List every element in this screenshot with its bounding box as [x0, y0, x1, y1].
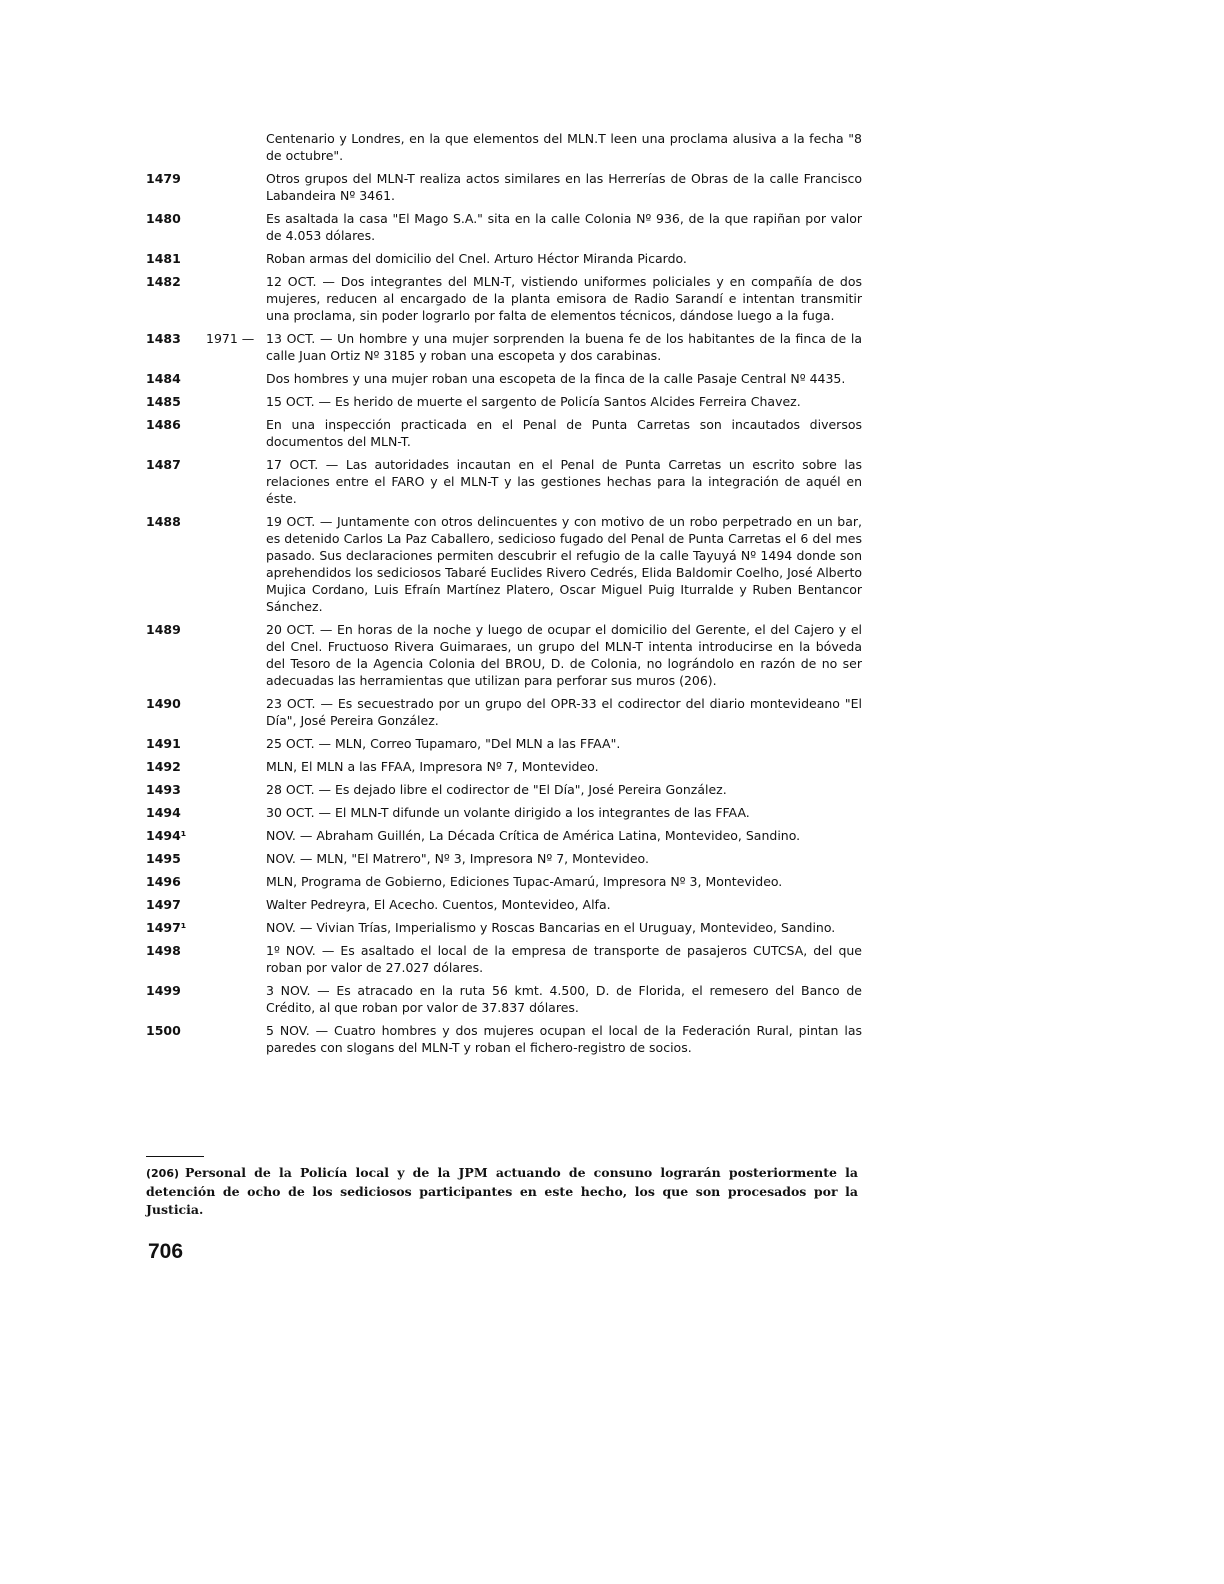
chronology-entry	[146, 758, 862, 775]
entry-number: 1488	[146, 514, 181, 529]
entry-text: En una inspección practicada en el Penal de Punta Carretas son incautados diversos documentos del MLN-T.	[266, 417, 862, 449]
entry-year: 1971 —	[206, 331, 255, 346]
chronology-entry	[146, 1022, 862, 1056]
footnote	[146, 1164, 858, 1219]
entry-number: 1486	[146, 417, 181, 432]
entry-text: 12 OCT. — Dos integrantes del MLN-T, vistiendo uniformes policiales y en compañía de dos mujeres, reducen al encargado de la planta emisora de Radio Sarandí e intentan transmitir una proclama, sin poder lograrlo por falta de elementos técnicos, dándose luego a la fuga.	[266, 274, 862, 323]
chronology-entry	[146, 896, 862, 913]
entry-text: Dos hombres y una mujer roban una escopeta de la finca de la calle Pasaje Central Nº 4435.	[266, 371, 846, 386]
entry-text: 3 NOV. — Es atracado en la ruta 56 kmt. 4.500, D. de Florida, el remesero del Banco de Crédito, al que roban por valor de 37.837 dólares.	[266, 983, 862, 1015]
entry-text: 19 OCT. — Juntamente con otros delincuentes y con motivo de un robo perpetrado en un bar, es detenido Carlos La Paz Caballero, sedicioso fugado del Penal de Punta Carretas el 6 del mes pasado. Sus declaraciones permiten descubrir el refugio de la calle Tayuyá Nº 1494 donde son aprehendidos los sediciosos Tabaré Euclides Rivero Cedrés, Elida Baldomir Coelho, José Alberto Mujica Cordano, Luis Efraín Martínez Platero, Oscar Miguel Puig Iturralde y Ruben Bentancor Sánchez.	[266, 514, 862, 614]
entry-number: 1495	[146, 851, 181, 866]
entry-number: 1480	[146, 211, 181, 226]
chronology-entry	[146, 513, 862, 615]
entry-text: 30 OCT. — El MLN-T difunde un volante dirigido a los integrantes de las FFAA.	[266, 805, 750, 820]
chronology-entry	[146, 919, 862, 936]
chronology-entry	[146, 250, 862, 267]
entry-text: 25 OCT. — MLN, Correo Tupamaro, "Del MLN a las FFAA".	[266, 736, 621, 751]
entry-text: MLN, El MLN a las FFAA, Impresora Nº 7, Montevideo.	[266, 759, 599, 774]
footnote-rule	[146, 1156, 204, 1157]
chronology-entry	[146, 850, 862, 867]
chronology-entry	[146, 621, 862, 689]
entry-text: 13 OCT. — Un hombre y una mujer sorprenden la buena fe de los habitantes de la finca de la calle Juan Ortiz Nº 3185 y roban una escopeta y dos carabinas.	[266, 331, 862, 363]
entry-number: 1493	[146, 782, 181, 797]
chronology-entry	[146, 273, 862, 324]
chronology-entry	[146, 370, 862, 387]
chronology-entry	[146, 781, 862, 798]
entry-number: 1482	[146, 274, 181, 289]
entry-number: 1483	[146, 331, 181, 346]
entry-number: 1490	[146, 696, 181, 711]
entry-text: NOV. — MLN, "El Matrero", Nº 3, Impresora Nº 7, Montevideo.	[266, 851, 649, 866]
chronology-entry	[146, 695, 862, 729]
chronology-entry	[146, 416, 862, 450]
chronology-entry	[146, 873, 862, 890]
chronology-list	[146, 130, 862, 1062]
chronology-entry	[146, 330, 862, 364]
entry-number: 1497¹	[146, 920, 187, 935]
entry-number: 1500	[146, 1023, 181, 1038]
chronology-entry	[146, 942, 862, 976]
chronology-entry	[146, 982, 862, 1016]
entry-text: Centenario y Londres, en la que elementos del MLN.T leen una proclama alusiva a la fecha "8 de octubre".	[266, 131, 862, 163]
entry-text: 5 NOV. — Cuatro hombres y dos mujeres ocupan el local de la Federación Rural, pintan las paredes con slogans del MLN-T y roban el fichero-registro de socios.	[266, 1023, 862, 1055]
chronology-entry	[146, 735, 862, 752]
chronology-entry	[146, 456, 862, 507]
chronology-entry	[146, 210, 862, 244]
chronology-entry	[146, 827, 862, 844]
entry-number: 1497	[146, 897, 181, 912]
entry-number: 1481	[146, 251, 181, 266]
entry-text: 15 OCT. — Es herido de muerte el sargento de Policía Santos Alcides Ferreira Chavez.	[266, 394, 801, 409]
entry-number: 1491	[146, 736, 181, 751]
entry-text: MLN, Programa de Gobierno, Ediciones Tupac-Amarú, Impresora Nº 3, Montevideo.	[266, 874, 783, 889]
entry-number: 1484	[146, 371, 181, 386]
entry-text: 17 OCT. — Las autoridades incautan en el Penal de Punta Carretas un escrito sobre las relaciones entre el FARO y el MLN-T y las gestiones hechas para la integración de aquél en éste.	[266, 457, 862, 506]
entry-text: NOV. — Abraham Guillén, La Década Crítica de América Latina, Montevideo, Sandino.	[266, 828, 801, 843]
entry-number: 1489	[146, 622, 181, 637]
entry-number: 1487	[146, 457, 181, 472]
entry-text: Otros grupos del MLN-T realiza actos similares en las Herrerías de Obras de la calle Francisco Labandeira Nº 3461.	[266, 171, 862, 203]
chronology-entry	[146, 393, 862, 410]
entry-number: 1499	[146, 983, 181, 998]
page-number: 706	[148, 1240, 184, 1263]
chronology-entry	[146, 130, 862, 164]
entry-number: 1485	[146, 394, 181, 409]
entry-text: 1º NOV. — Es asaltado el local de la empresa de transporte de pasajeros CUTCSA, del que roban por valor de 27.027 dólares.	[266, 943, 862, 975]
entry-text: Roban armas del domicilio del Cnel. Arturo Héctor Miranda Picardo.	[266, 251, 687, 266]
chronology-entry	[146, 170, 862, 204]
chronology-entry	[146, 804, 862, 821]
entry-number: 1492	[146, 759, 181, 774]
entry-number: 1479	[146, 171, 181, 186]
footnote-text: Personal de la Policía local y de la JPM actuando de consuno lograrán posteriormente la detención de ocho de los sediciosos participantes en este hecho, los que son procesados por la Justicia.	[146, 1165, 858, 1217]
footnote-mark: (206)	[146, 1167, 180, 1180]
entry-number: 1498	[146, 943, 181, 958]
entry-text: 23 OCT. — Es secuestrado por un grupo del OPR-33 el codirector del diario montevideano "El Día", José Pereira González.	[266, 696, 862, 728]
entry-number: 1496	[146, 874, 181, 889]
entry-text: 20 OCT. — En horas de la noche y luego de ocupar el domicilio del Gerente, el del Cajero y el del Cnel. Fructuoso Rivera Guimaraes, un grupo del MLN-T intenta introducirse en la bóveda del Tesoro de la Agencia Colonia del BROU, D. de Colonia, no lográndolo en razón de no ser adecuadas las herramientas que utilizan para perforar sus muros (206).	[266, 622, 862, 688]
entry-text: Walter Pedreyra, El Acecho. Cuentos, Montevideo, Alfa.	[266, 897, 611, 912]
entry-number: 1494	[146, 805, 181, 820]
entry-text: NOV. — Vivian Trías, Imperialismo y Roscas Bancarias en el Uruguay, Montevideo, Sandino.	[266, 920, 836, 935]
entry-text: 28 OCT. — Es dejado libre el codirector de "El Día", José Pereira González.	[266, 782, 727, 797]
entry-text: Es asaltada la casa "El Mago S.A." sita en la calle Colonia Nº 936, de la que rapiñan por valor de 4.053 dólares.	[266, 211, 862, 243]
entry-number: 1494¹	[146, 828, 187, 843]
